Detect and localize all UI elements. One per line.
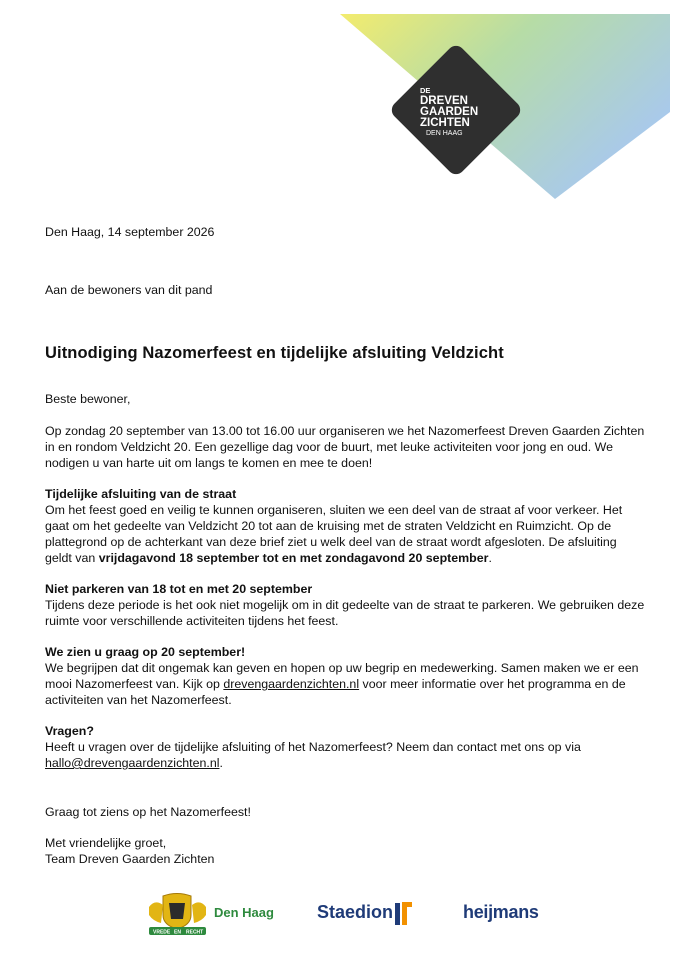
logo-line-4: ZICHTEN	[420, 117, 470, 129]
intro-paragraph: Op zondag 20 september van 13.00 tot 16.00 uur organiseren we het Nazomerfeest Dreven Gaarden Zichten in en rondom Veldzicht 20. Een gezellige dag voor de buurt, met leuke activiteiten voor jong en oud. We nodigen u van harte uit om langs te komen en mee te doen!	[45, 424, 645, 470]
section-parking-text: Tijdens deze periode is het ook niet mogelijk om in dit gedeelte van de straat te parkeren. We gebruiken deze ruimte voor verschillende activiteiten tijdens het feest.	[45, 598, 645, 628]
section-see-you-heading: We zien u graag op 20 september!	[45, 645, 246, 659]
staedion-mark-icon	[392, 899, 414, 929]
heijmans-logo-text: heijmans	[463, 902, 539, 922]
closure-period: vrijdagavond 18 september tot en met zondagavond 20 september	[98, 551, 489, 565]
staedion-logo-text: Staedion	[317, 902, 394, 922]
section-closure	[45, 486, 645, 566]
header-decoration	[340, 14, 670, 199]
den-haag-logo-text: Den Haag	[214, 905, 274, 920]
logo-line-5: DEN HAAG	[426, 130, 463, 137]
closing-line: Graag tot ziens op het Nazomerfeest!	[45, 805, 251, 819]
logo-line-2: DREVEN	[420, 95, 468, 107]
letter-date: Den Haag, 14 september 2026	[45, 225, 215, 239]
letter-title: Uitnodiging Nazomerfeest en tijdelijke afsluiting Veldzicht	[45, 344, 504, 362]
section-closure-text: Om het feest goed en veilig te kunnen organiseren, sluiten we een deel van de straat af voor verkeer. Het gaat om het gedeelte van Veldzicht 20 tot aan de kruising met de straten Veldzicht en Ruimzicht. Op de plattegrond op de achterkant van deze brief ziet u welk deel van de straat wordt afgesloten. De afsluiting geldt van vrijdagavond 18 september tot en met zondagavond 20 september.	[45, 503, 623, 565]
letter-greeting: Beste bewoner,	[45, 392, 131, 406]
ribbon-text-3: RECHT	[186, 929, 204, 936]
section-see-you	[45, 644, 645, 708]
section-parking	[45, 581, 645, 629]
den-haag-crest-icon	[145, 893, 210, 937]
website-link[interactable]: drevengaardenzichten.nl	[223, 677, 360, 691]
ribbon-text-1: VREDE	[153, 929, 171, 936]
section-closure-heading: Tijdelijke afsluiting van de straat	[45, 487, 237, 501]
section-questions	[45, 723, 645, 771]
section-questions-heading: Vragen?	[45, 724, 94, 738]
partner-logos	[0, 893, 680, 937]
letter-recipient: Aan de bewoners van dit pand	[45, 283, 213, 297]
signoff	[45, 835, 645, 867]
email-link[interactable]: hallo@drevengaardenzichten.nl	[45, 756, 220, 770]
signoff-greeting: Met vriendelijke groet,	[45, 836, 167, 850]
section-see-you-text: We begrijpen dat dit ongemak kan geven en hopen op uw begrip en medewerking. Samen maken we er een mooi Nazomerfeest van. Kijk op drevengaardenzichten.nl voor meer informatie over het programma en de activiteiten van het Nazomerfeest.	[45, 661, 639, 707]
logo-line-1: DE	[420, 86, 431, 95]
signoff-sender: Team Dreven Gaarden Zichten	[45, 852, 215, 866]
section-parking-heading: Niet parkeren van 18 tot en met 20 september	[45, 582, 313, 596]
ribbon-text-2: EN	[174, 929, 181, 936]
letter-body	[45, 224, 645, 867]
section-questions-text: Heeft u vragen over de tijdelijke afsluiting of het Nazomerfeest? Neem dan contact met ons op via hallo@drevengaardenzichten.nl.	[45, 740, 581, 770]
logo-line-3: GAARDEN	[420, 106, 479, 118]
